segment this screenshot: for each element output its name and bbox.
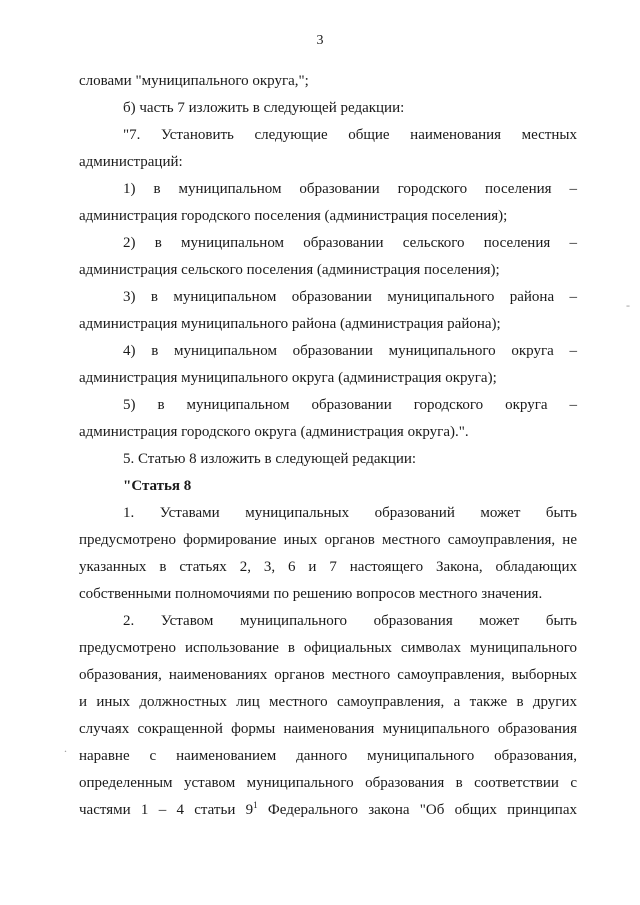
list-item-line: 4) в муниципальном образовании муниципального округа – [123, 343, 577, 359]
scan-mark: - [626, 298, 630, 312]
text-fragment: частями 1 – 4 статьи 9 [79, 802, 254, 818]
text-line: словами "муниципального округа,"; [79, 73, 309, 89]
list-item-line: 5) в муниципальном образовании городского округа – [123, 397, 577, 413]
list-item-line: 2) в муниципальном образовании сельского поселения – [123, 235, 577, 251]
text-line: предусмотрено использование в официальных символах муниципального [79, 640, 577, 656]
article-heading: "Статья 8 [123, 478, 192, 494]
text-fragment: Федерального закона "Об общих принципах [257, 802, 577, 818]
text-line: случаях сокращенной формы наименования муниципального образования [79, 721, 577, 737]
text-line: администраций: [79, 154, 183, 170]
text-line: 5. Статью 8 изложить в следующей редакции: [123, 451, 417, 467]
list-item-line: 3) в муниципальном образовании муниципального района – [123, 289, 577, 305]
text-line: наравне с наименованием данного муниципального образования, [79, 748, 577, 764]
text-line: указанных в статьях 2, 3, 6 и 7 настоящего Закона, обладающих [79, 559, 577, 575]
page-number: 3 [316, 33, 324, 48]
list-item-line: администрация городского округа (администрация округа).". [79, 424, 469, 440]
list-item-line: администрация муниципального округа (администрация округа); [79, 370, 497, 386]
superscript: 1 [253, 800, 258, 810]
scan-mark: . [64, 741, 67, 755]
text-line: 2. Уставом муниципального образования может быть [123, 613, 577, 629]
text-line: б) часть 7 изложить в следующей редакции: [123, 100, 405, 116]
list-item-line: администрация сельского поселения (администрация поселения); [79, 262, 500, 278]
text-line: 1. Уставами муниципальных образований может быть [123, 505, 577, 521]
text-line: определенным уставом муниципального образования в соответствии с [79, 775, 577, 791]
text-line: образования, наименованиях органов местного самоуправления, выборных [79, 667, 577, 683]
document-body [79, 68, 577, 824]
text-line [79, 797, 577, 823]
list-item-line: администрация городского поселения (администрация поселения); [79, 208, 508, 224]
text-line: предусмотрено формирование иных органов местного самоуправления, не [79, 532, 577, 548]
text-line: "7. Установить следующие общие наименования местных [123, 127, 577, 143]
list-item-line: администрация муниципального района (администрация района); [79, 316, 501, 332]
list-item-line: 1) в муниципальном образовании городского поселения – [123, 181, 577, 197]
text-line: собственными полномочиями по решению вопросов местного значения. [79, 586, 543, 602]
text-line: и иных должностных лиц местного самоуправления, а также в других [79, 694, 577, 710]
